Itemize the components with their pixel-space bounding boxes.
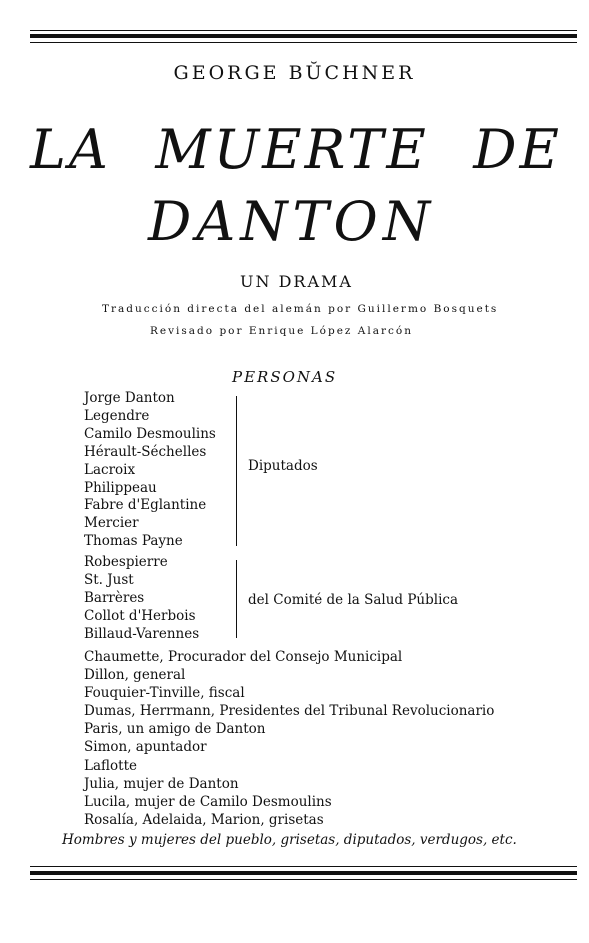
character-entry: Simon, apuntador	[84, 739, 207, 756]
character-entry: Laflotte	[84, 757, 137, 774]
title-line-1	[30, 118, 562, 181]
comite-brace	[228, 560, 237, 638]
diputados-brace	[228, 396, 237, 546]
character-entry: Rosalía, Adelaida, Marion, grisetas	[84, 811, 324, 828]
bottom-rule-thick	[30, 871, 577, 875]
title-word-1: LA	[30, 118, 111, 181]
subtitle: UN DRAMA	[240, 272, 353, 291]
top-rule-thin-2	[30, 42, 577, 43]
character-name: St. Just	[84, 571, 134, 588]
diputados-list	[84, 390, 216, 551]
top-rule-thin-1	[30, 30, 577, 31]
title-word-2: MUERTE	[155, 118, 429, 181]
bottom-rule-thin-1	[30, 866, 577, 867]
comite-label: del Comité de la Salud Pública	[248, 592, 459, 608]
character-entry: Julia, mujer de Danton	[84, 775, 239, 792]
character-name: Lacroix	[84, 461, 136, 478]
character-name: Barrères	[84, 589, 145, 606]
translation-credit: Traducción directa del alemán por Guillermo Bosquets	[102, 303, 499, 315]
personas-heading: PERSONAS	[232, 368, 338, 386]
top-rule-thick	[30, 34, 577, 38]
character-entry: Paris, un amigo de Danton	[84, 721, 266, 738]
character-name: Hérault-Séchelles	[84, 443, 207, 460]
diputados-label: Diputados	[248, 458, 318, 474]
title-word-3: DE	[473, 118, 562, 181]
character-entry: Chaumette, Procurador del Consejo Municipal	[84, 649, 403, 665]
character-name: Camilo Desmoulins	[84, 425, 216, 442]
character-entry: Dumas, Herrmann, Presidentes del Tribunal Revolucionario	[84, 703, 495, 720]
author-name: GEORGE BŬCHNER	[173, 62, 416, 84]
revision-credit: Revisado por Enrique López Alarcón	[150, 325, 413, 337]
character-name: Legendre	[84, 407, 150, 424]
character-name: Mercier	[84, 515, 139, 532]
character-name: Philippeau	[84, 479, 157, 496]
character-entry: Fouquier-Tinville, fiscal	[84, 685, 245, 702]
character-entry: Dillon, general	[84, 667, 186, 684]
other-characters-list	[84, 648, 494, 829]
character-name: Fabre d'Eglantine	[84, 497, 207, 514]
title-line-2: DANTON	[148, 190, 436, 253]
crowd-line: Hombres y mujeres del pueblo, grisetas, diputados, verdugos, etc.	[62, 832, 517, 848]
character-name: Jorge Danton	[84, 390, 175, 406]
bottom-rule-thin-2	[30, 879, 577, 880]
character-name: Thomas Payne	[84, 533, 183, 550]
character-name: Robespierre	[84, 554, 168, 570]
character-entry: Lucila, mujer de Camilo Desmoulins	[84, 793, 332, 810]
comite-list	[84, 554, 199, 644]
character-name: Collot d'Herbois	[84, 607, 196, 624]
character-name: Billaud-Varennes	[84, 625, 200, 642]
